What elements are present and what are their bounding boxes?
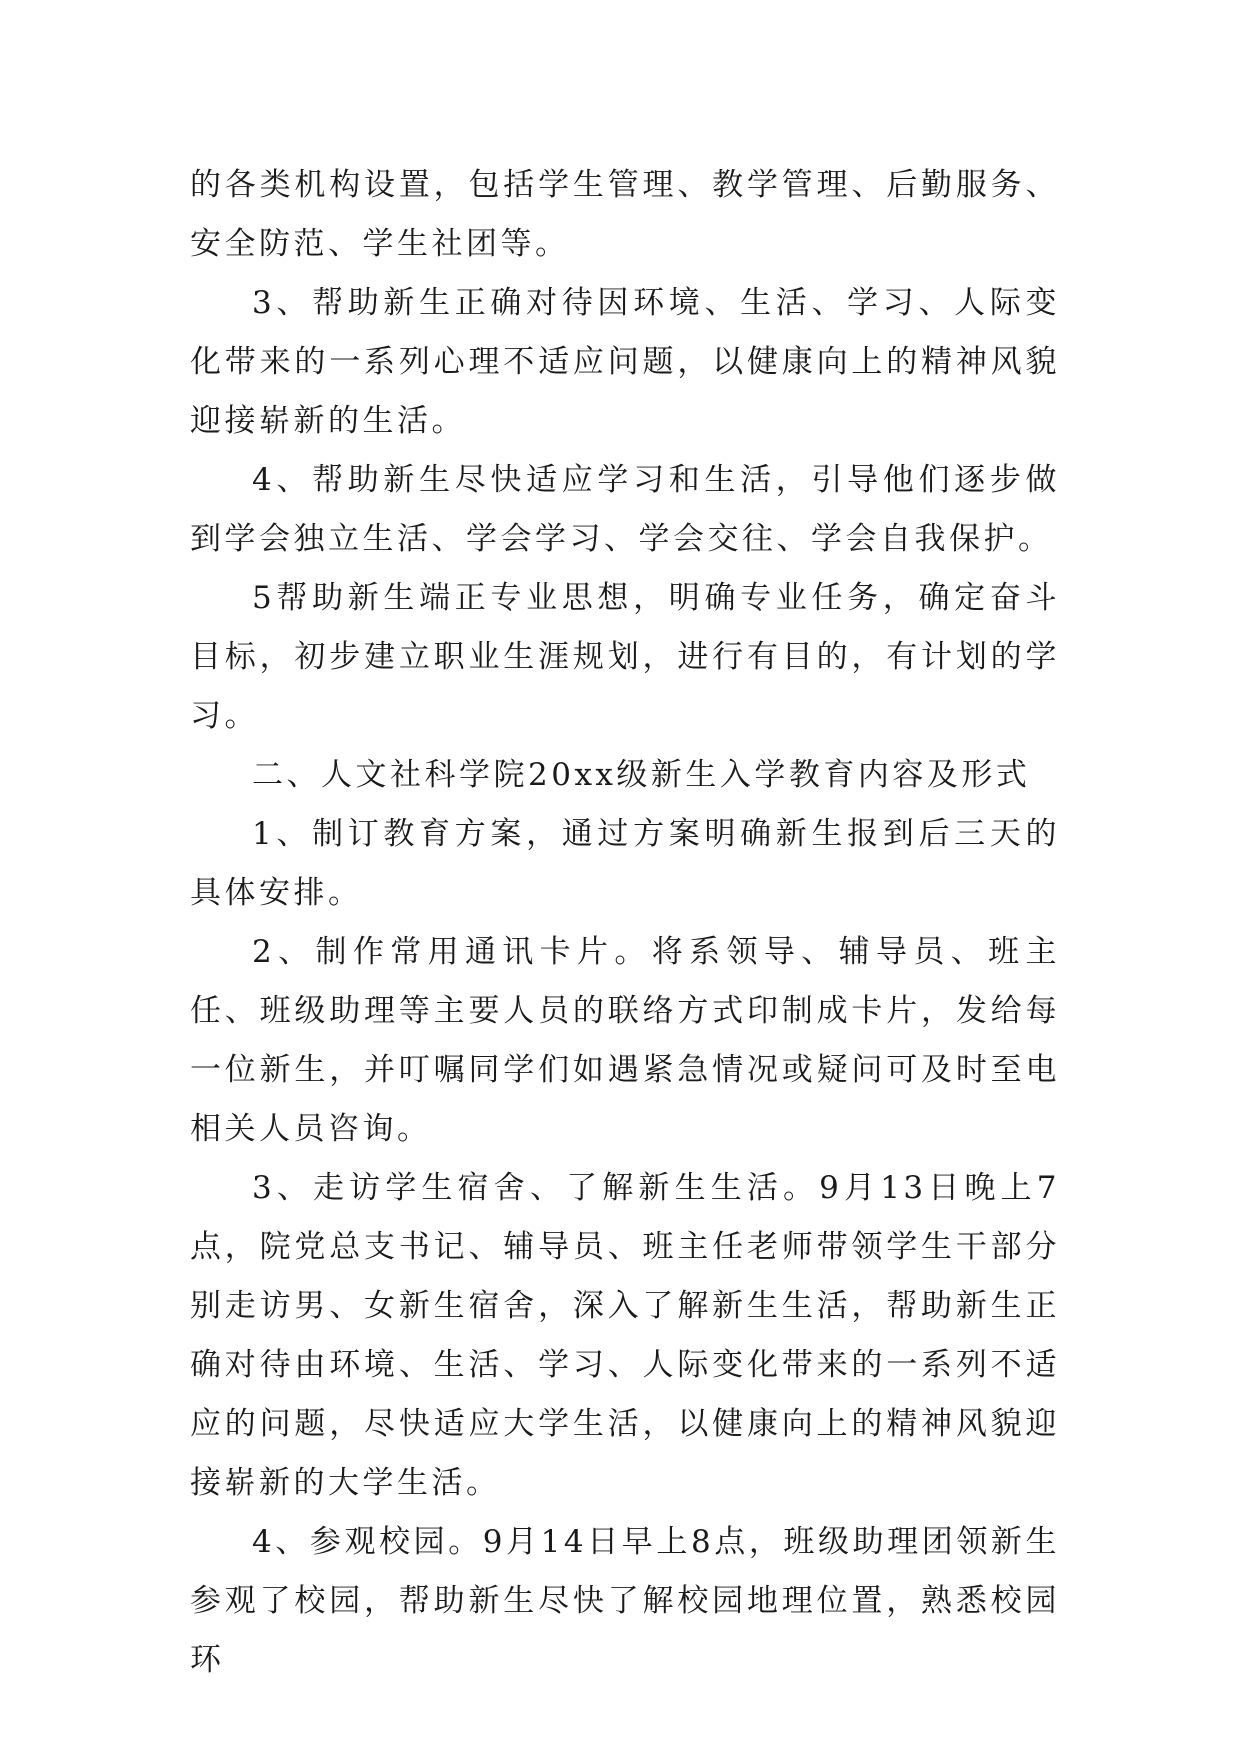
paragraph-item-5: 5帮助新生端正专业思想，明确专业任务，确定奋斗目标，初步建立职业生涯规划，进行有目的，有计划的学习。	[190, 580, 1060, 734]
paragraph-continued: 的各类机构设置，包括学生管理、教学管理、后勤服务、安全防范、学生社团等。	[190, 167, 1060, 262]
paragraph-item-3: 3、帮助新生正确对待因环境、生活、学习、人际变化带来的一系列心理不适应问题，以健康向上的精神风貌迎接崭新的生活。	[190, 285, 1060, 439]
document-body	[190, 156, 1060, 1690]
section-heading: 二、人文社科学院20xx级新生入学教育内容及形式	[252, 757, 1031, 793]
paragraph-step-1: 1、制订教育方案，通过方案明确新生报到后三天的具体安排。	[190, 816, 1060, 911]
paragraph-step-3: 3、走访学生宿舍、了解新生生活。9月13日晚上7点，院党总支书记、辅导员、班主任老师带领学生干部分别走访男、女新生宿舍，深入了解新生生活，帮助新生正确对待由环境、生活、学习、人际变化带来的一系列不适应的问题，尽快适应大学生活，以健康向上的精神风貌迎接崭新的大学生活。	[190, 1170, 1060, 1501]
paragraph-step-4: 4、参观校园。9月14日早上8点，班级助理团领新生参观了校园，帮助新生尽快了解校园地理位置，熟悉校园环	[190, 1524, 1060, 1678]
paragraph-item-4: 4、帮助新生尽快适应学习和生活，引导他们逐步做到学会独立生活、学会学习、学会交往、学会自我保护。	[190, 462, 1060, 557]
paragraph-step-2: 2、制作常用通讯卡片。将系领导、辅导员、班主任、班级助理等主要人员的联络方式印制成卡片，发给每一位新生，并叮嘱同学们如遇紧急情况或疑问可及时至电相关人员咨询。	[190, 934, 1060, 1147]
